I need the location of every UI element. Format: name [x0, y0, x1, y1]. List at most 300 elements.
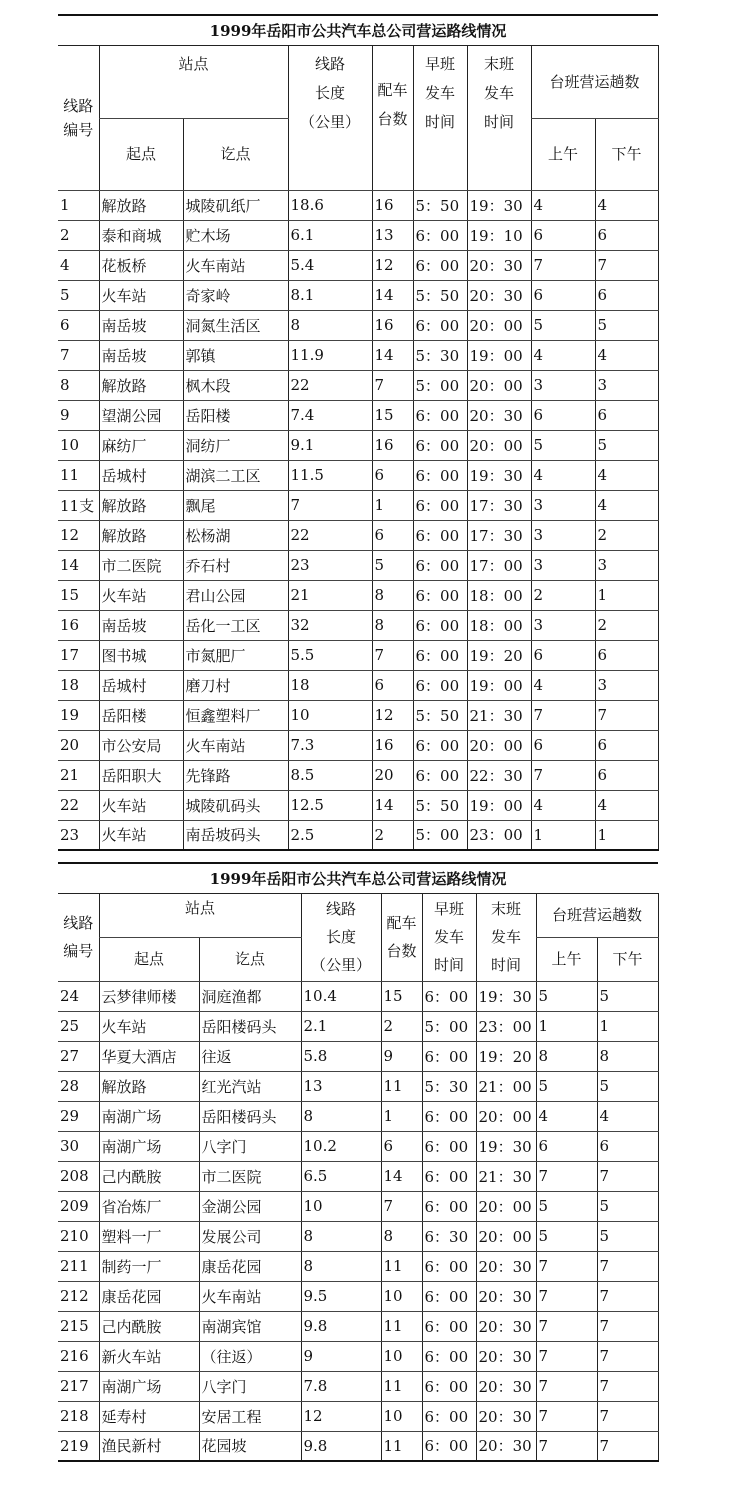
cell-len: 22	[288, 370, 372, 400]
cell-start: 己内酰胺	[99, 1311, 199, 1341]
cell-no: 12	[58, 520, 99, 550]
cell-no: 4	[58, 250, 99, 280]
cell-first: 6：00	[413, 430, 467, 460]
cell-no: 1	[58, 190, 99, 220]
cell-no: 8	[58, 370, 99, 400]
cell-start: 火车站	[99, 580, 183, 610]
cell-last: 19：10	[467, 220, 531, 250]
table-row	[58, 1281, 658, 1311]
table-row	[58, 1011, 658, 1041]
cell-len: 9	[301, 1341, 381, 1371]
header-trips: 台班营运趟数	[536, 893, 658, 937]
header-end: 讫点	[183, 118, 288, 190]
table-row	[58, 760, 658, 790]
cell-last: 22：30	[467, 760, 531, 790]
cell-len: 5.4	[288, 250, 372, 280]
cell-start: 图书城	[99, 640, 183, 670]
cell-first: 6：00	[413, 730, 467, 760]
table-title: 1999年岳阳市公共汽车总公司营运路线情况	[58, 15, 658, 45]
cell-last: 20：30	[476, 1401, 536, 1431]
cell-am: 6	[531, 640, 595, 670]
cell-buses: 14	[372, 280, 413, 310]
header-first-bus: 早班 发车 时间	[413, 45, 467, 190]
cell-am: 5	[531, 430, 595, 460]
cell-am: 1	[531, 820, 595, 850]
header-length: 线路 长度 （公里）	[288, 45, 372, 190]
header-end: 讫点	[199, 937, 301, 981]
cell-first: 6：00	[422, 1251, 476, 1281]
cell-start: 解放路	[99, 490, 183, 520]
cell-buses: 20	[372, 760, 413, 790]
cell-last: 19：20	[467, 640, 531, 670]
cell-end: 火车南站	[199, 1281, 301, 1311]
cell-buses: 5	[372, 550, 413, 580]
cell-len: 2.5	[288, 820, 372, 850]
table-row	[58, 981, 658, 1011]
cell-first: 5：50	[413, 790, 467, 820]
header-route-no: 线路 编号	[58, 893, 99, 981]
cell-end: 湖滨二工区	[183, 460, 288, 490]
cell-start: 康岳花园	[99, 1281, 199, 1311]
cell-first: 6：00	[413, 610, 467, 640]
cell-am: 5	[536, 1191, 597, 1221]
cell-end: 岳阳楼	[183, 400, 288, 430]
cell-start: 制药一厂	[99, 1251, 199, 1281]
cell-last: 20：30	[467, 280, 531, 310]
cell-am: 3	[531, 490, 595, 520]
table-row	[58, 1401, 658, 1431]
cell-am: 4	[531, 670, 595, 700]
cell-first: 5：00	[422, 1011, 476, 1041]
cell-am: 5	[531, 310, 595, 340]
cell-end: 火车南站	[183, 250, 288, 280]
cell-start: 火车站	[99, 280, 183, 310]
table-row	[58, 340, 658, 370]
cell-last: 20：30	[476, 1431, 536, 1461]
table-row	[58, 1071, 658, 1101]
table-row	[58, 1311, 658, 1341]
cell-buses: 11	[381, 1251, 422, 1281]
cell-len: 18.6	[288, 190, 372, 220]
cell-last: 20：30	[476, 1341, 536, 1371]
cell-len: 5.5	[288, 640, 372, 670]
cell-buses: 6	[372, 520, 413, 550]
cell-first: 5：30	[413, 340, 467, 370]
cell-no: 208	[58, 1161, 99, 1191]
cell-pm: 7	[595, 250, 658, 280]
cell-buses: 11	[381, 1311, 422, 1341]
cell-am: 4	[531, 460, 595, 490]
cell-end: 往返	[199, 1041, 301, 1071]
cell-no: 24	[58, 981, 99, 1011]
table-row	[58, 460, 658, 490]
cell-buses: 15	[381, 981, 422, 1011]
cell-am: 4	[536, 1101, 597, 1131]
cell-end: 八字门	[199, 1131, 301, 1161]
cell-end: 市氮肥厂	[183, 640, 288, 670]
table-row	[58, 1191, 658, 1221]
cell-start: 花板桥	[99, 250, 183, 280]
cell-buses: 14	[372, 790, 413, 820]
cell-no: 11支	[58, 490, 99, 520]
cell-no: 19	[58, 700, 99, 730]
cell-buses: 6	[381, 1131, 422, 1161]
cell-am: 6	[531, 400, 595, 430]
cell-pm: 7	[597, 1341, 658, 1371]
cell-no: 14	[58, 550, 99, 580]
cell-start: 火车站	[99, 1011, 199, 1041]
cell-end: 市二医院	[199, 1161, 301, 1191]
cell-buses: 14	[372, 340, 413, 370]
cell-end: 岳化一工区	[183, 610, 288, 640]
cell-start: 解放路	[99, 370, 183, 400]
cell-last: 20：00	[467, 430, 531, 460]
cell-start: 麻纺厂	[99, 430, 183, 460]
cell-end: 洞庭渔都	[199, 981, 301, 1011]
cell-buses: 6	[372, 670, 413, 700]
cell-last: 19：20	[476, 1041, 536, 1071]
cell-end: 红光汽站	[199, 1071, 301, 1101]
cell-buses: 7	[372, 370, 413, 400]
cell-pm: 4	[595, 460, 658, 490]
cell-start: 市公安局	[99, 730, 183, 760]
cell-len: 7.8	[301, 1371, 381, 1401]
cell-last: 20：30	[476, 1311, 536, 1341]
cell-last: 23：00	[476, 1011, 536, 1041]
cell-start: 火车站	[99, 790, 183, 820]
header-first-bus: 早班 发车 时间	[422, 893, 476, 981]
cell-buses: 12	[372, 250, 413, 280]
cell-no: 18	[58, 670, 99, 700]
cell-first: 6：00	[422, 1341, 476, 1371]
cell-end: 发展公司	[199, 1221, 301, 1251]
cell-first: 6：00	[413, 640, 467, 670]
cell-last: 21：30	[467, 700, 531, 730]
cell-last: 18：00	[467, 610, 531, 640]
cell-no: 30	[58, 1131, 99, 1161]
cell-start: 解放路	[99, 1071, 199, 1101]
table-row	[58, 640, 658, 670]
cell-no: 21	[58, 760, 99, 790]
cell-pm: 1	[595, 580, 658, 610]
cell-pm: 6	[595, 760, 658, 790]
cell-pm: 4	[595, 790, 658, 820]
table-row	[58, 1221, 658, 1251]
table-row	[58, 1041, 658, 1071]
cell-am: 7	[536, 1281, 597, 1311]
header-last-bus: 末班 发车 时间	[467, 45, 531, 190]
cell-last: 19：00	[467, 340, 531, 370]
table-row	[58, 820, 658, 850]
cell-len: 21	[288, 580, 372, 610]
table-1-body	[58, 190, 658, 850]
route-table-1	[58, 14, 659, 851]
header-start: 起点	[99, 118, 183, 190]
cell-last: 20：30	[476, 1281, 536, 1311]
cell-len: 23	[288, 550, 372, 580]
cell-first: 6：00	[413, 550, 467, 580]
cell-am: 4	[531, 790, 595, 820]
cell-last: 20：30	[476, 1251, 536, 1281]
table-row	[58, 610, 658, 640]
table-row	[58, 310, 658, 340]
cell-buses: 2	[372, 820, 413, 850]
cell-len: 8.1	[288, 280, 372, 310]
cell-start: 南岳坡	[99, 340, 183, 370]
cell-end: 洞氮生活区	[183, 310, 288, 340]
cell-pm: 6	[595, 640, 658, 670]
cell-pm: 6	[595, 400, 658, 430]
cell-last: 19：30	[476, 1131, 536, 1161]
cell-last: 21：00	[476, 1071, 536, 1101]
cell-am: 2	[531, 580, 595, 610]
cell-last: 20：00	[476, 1191, 536, 1221]
cell-buses: 13	[372, 220, 413, 250]
cell-buses: 7	[381, 1191, 422, 1221]
cell-buses: 12	[372, 700, 413, 730]
cell-am: 8	[536, 1041, 597, 1071]
cell-len: 32	[288, 610, 372, 640]
cell-no: 20	[58, 730, 99, 760]
cell-last: 20：30	[476, 1371, 536, 1401]
cell-pm: 6	[595, 730, 658, 760]
table-row	[58, 580, 658, 610]
cell-start: 火车站	[99, 820, 183, 850]
cell-start: 南湖广场	[99, 1371, 199, 1401]
cell-am: 6	[531, 280, 595, 310]
cell-end: 安居工程	[199, 1401, 301, 1431]
cell-last: 23：00	[467, 820, 531, 850]
cell-am: 5	[536, 981, 597, 1011]
cell-buses: 16	[372, 190, 413, 220]
cell-pm: 6	[597, 1131, 658, 1161]
cell-start: 南岳坡	[99, 610, 183, 640]
cell-len: 10	[288, 700, 372, 730]
cell-am: 6	[531, 730, 595, 760]
cell-am: 3	[531, 610, 595, 640]
cell-len: 13	[301, 1071, 381, 1101]
cell-last: 20：00	[467, 730, 531, 760]
cell-no: 23	[58, 820, 99, 850]
table-row	[58, 520, 658, 550]
cell-am: 3	[531, 370, 595, 400]
cell-am: 6	[531, 220, 595, 250]
cell-end: 贮木场	[183, 220, 288, 250]
cell-am: 1	[536, 1011, 597, 1041]
cell-len: 11.5	[288, 460, 372, 490]
cell-first: 6：00	[413, 670, 467, 700]
cell-no: 218	[58, 1401, 99, 1431]
cell-first: 6：00	[422, 1431, 476, 1461]
cell-pm: 3	[595, 670, 658, 700]
cell-last: 18：00	[467, 580, 531, 610]
cell-len: 8.5	[288, 760, 372, 790]
cell-end: 洞纺厂	[183, 430, 288, 460]
cell-first: 6：00	[413, 520, 467, 550]
table-title: 1999年岳阳市公共汽车总公司营运路线情况	[58, 863, 658, 893]
cell-first: 5：50	[413, 190, 467, 220]
cell-buses: 8	[372, 610, 413, 640]
cell-end: 郭镇	[183, 340, 288, 370]
cell-buses: 16	[372, 730, 413, 760]
table-row	[58, 1431, 658, 1461]
cell-pm: 4	[595, 190, 658, 220]
cell-len: 9.1	[288, 430, 372, 460]
cell-start: 市二医院	[99, 550, 183, 580]
cell-end: 恒鑫塑料厂	[183, 700, 288, 730]
cell-buses: 11	[381, 1371, 422, 1401]
cell-len: 8	[301, 1101, 381, 1131]
cell-buses: 10	[381, 1401, 422, 1431]
cell-no: 211	[58, 1251, 99, 1281]
cell-start: 岳阳职大	[99, 760, 183, 790]
cell-last: 17：30	[467, 490, 531, 520]
table-row	[58, 550, 658, 580]
table-row	[58, 220, 658, 250]
cell-len: 8	[301, 1251, 381, 1281]
cell-len: 12	[301, 1401, 381, 1431]
cell-pm: 7	[597, 1401, 658, 1431]
cell-len: 9.5	[301, 1281, 381, 1311]
cell-len: 9.8	[301, 1311, 381, 1341]
cell-no: 25	[58, 1011, 99, 1041]
cell-no: 2	[58, 220, 99, 250]
cell-first: 6：00	[422, 1311, 476, 1341]
table-row	[58, 1341, 658, 1371]
header-length: 线路 长度 （公里）	[301, 893, 381, 981]
cell-len: 10	[301, 1191, 381, 1221]
cell-buses: 8	[372, 580, 413, 610]
cell-last: 20：00	[476, 1221, 536, 1251]
cell-pm: 1	[597, 1011, 658, 1041]
header-trips: 台班营运趟数	[531, 45, 658, 118]
cell-len: 8	[301, 1221, 381, 1251]
cell-first: 6：00	[422, 1101, 476, 1131]
cell-first: 6：00	[413, 310, 467, 340]
cell-first: 6：30	[422, 1221, 476, 1251]
header-buses: 配车 台数	[381, 893, 422, 981]
cell-first: 6：00	[413, 760, 467, 790]
cell-pm: 7	[597, 1251, 658, 1281]
cell-am: 5	[536, 1221, 597, 1251]
cell-am: 7	[536, 1371, 597, 1401]
header-stations: 站点	[99, 45, 288, 118]
cell-pm: 7	[597, 1311, 658, 1341]
cell-pm: 5	[595, 430, 658, 460]
cell-buses: 7	[372, 640, 413, 670]
table-row	[58, 790, 658, 820]
cell-am: 7	[536, 1431, 597, 1461]
table-row	[58, 190, 658, 220]
cell-end: 康岳花园	[199, 1251, 301, 1281]
cell-pm: 5	[597, 1071, 658, 1101]
cell-start: 岳阳楼	[99, 700, 183, 730]
table-row	[58, 280, 658, 310]
cell-no: 9	[58, 400, 99, 430]
cell-first: 6：00	[422, 981, 476, 1011]
cell-start: 省冶炼厂	[99, 1191, 199, 1221]
cell-end: 岳阳楼码头	[199, 1011, 301, 1041]
cell-len: 5.8	[301, 1041, 381, 1071]
cell-start: 塑料一厂	[99, 1221, 199, 1251]
table-row	[58, 1161, 658, 1191]
cell-last: 19：00	[467, 790, 531, 820]
cell-start: 云梦律师楼	[99, 981, 199, 1011]
cell-len: 11.9	[288, 340, 372, 370]
cell-buses: 6	[372, 460, 413, 490]
cell-first: 5：00	[413, 370, 467, 400]
cell-first: 5：30	[422, 1071, 476, 1101]
cell-buses: 16	[372, 310, 413, 340]
cell-first: 6：00	[413, 250, 467, 280]
header-last-bus: 末班 发车 时间	[476, 893, 536, 981]
cell-no: 215	[58, 1311, 99, 1341]
cell-buses: 11	[381, 1071, 422, 1101]
cell-buses: 10	[381, 1341, 422, 1371]
cell-no: 15	[58, 580, 99, 610]
table-row	[58, 1131, 658, 1161]
cell-buses: 8	[381, 1221, 422, 1251]
cell-pm: 5	[595, 310, 658, 340]
cell-len: 7.3	[288, 730, 372, 760]
cell-last: 21：30	[476, 1161, 536, 1191]
cell-pm: 5	[597, 981, 658, 1011]
cell-am: 7	[531, 760, 595, 790]
table-row	[58, 670, 658, 700]
cell-pm: 7	[597, 1431, 658, 1461]
cell-buses: 11	[381, 1431, 422, 1461]
cell-no: 219	[58, 1431, 99, 1461]
cell-len: 12.5	[288, 790, 372, 820]
cell-start: 泰和商城	[99, 220, 183, 250]
cell-first: 6：00	[422, 1371, 476, 1401]
cell-first: 6：00	[422, 1401, 476, 1431]
cell-buses: 9	[381, 1041, 422, 1071]
cell-end: 君山公园	[183, 580, 288, 610]
cell-last: 19：30	[467, 460, 531, 490]
cell-len: 18	[288, 670, 372, 700]
cell-am: 3	[531, 550, 595, 580]
cell-pm: 4	[597, 1101, 658, 1131]
cell-pm: 4	[595, 490, 658, 520]
cell-no: 209	[58, 1191, 99, 1221]
cell-start: 南岳坡	[99, 310, 183, 340]
cell-first: 6：00	[413, 220, 467, 250]
cell-pm: 2	[595, 610, 658, 640]
cell-am: 6	[536, 1131, 597, 1161]
table-row	[58, 730, 658, 760]
cell-len: 8	[288, 310, 372, 340]
cell-pm: 5	[597, 1221, 658, 1251]
cell-len: 2.1	[301, 1011, 381, 1041]
cell-am: 7	[536, 1401, 597, 1431]
cell-first: 5：50	[413, 280, 467, 310]
cell-no: 27	[58, 1041, 99, 1071]
cell-end: 枫木段	[183, 370, 288, 400]
cell-no: 6	[58, 310, 99, 340]
cell-len: 7	[288, 490, 372, 520]
cell-end: 南岳坡码头	[183, 820, 288, 850]
cell-first: 6：00	[422, 1191, 476, 1221]
cell-len: 7.4	[288, 400, 372, 430]
cell-end: 先锋路	[183, 760, 288, 790]
cell-end: 奇家岭	[183, 280, 288, 310]
cell-pm: 3	[595, 370, 658, 400]
cell-buses: 15	[372, 400, 413, 430]
cell-first: 6：00	[413, 460, 467, 490]
cell-no: 7	[58, 340, 99, 370]
cell-no: 11	[58, 460, 99, 490]
